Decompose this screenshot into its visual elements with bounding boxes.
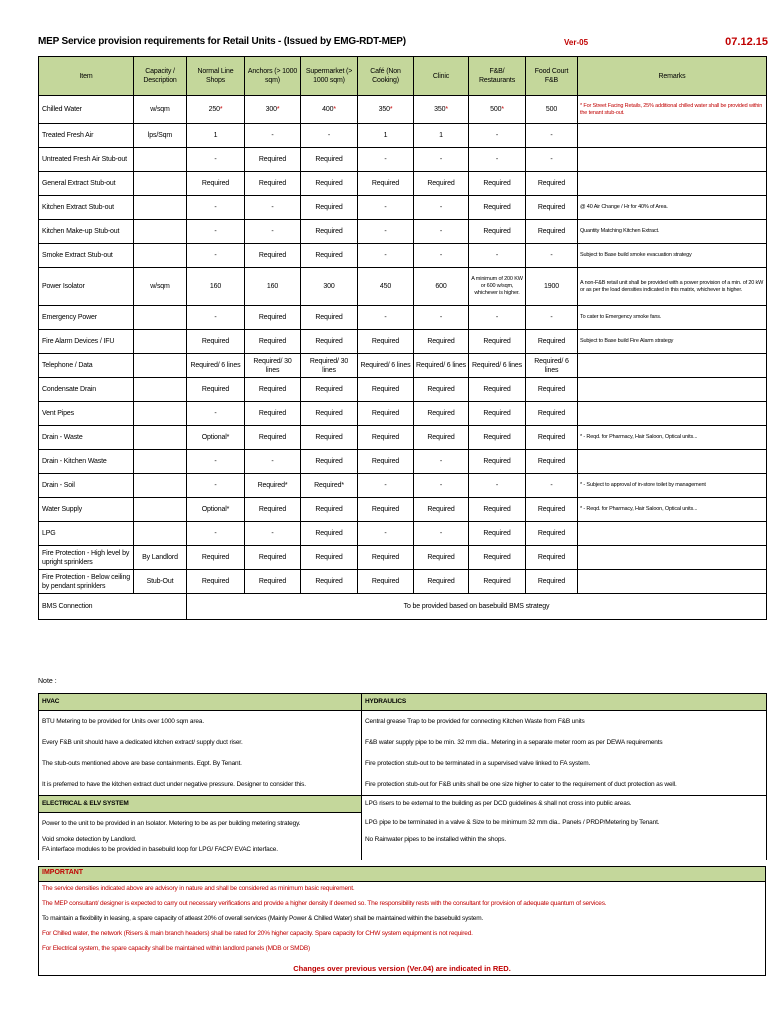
table-cell: 1900 (526, 268, 578, 306)
table-row (39, 306, 767, 330)
table-cell: w/sqm (134, 268, 187, 306)
table-cell: - (414, 220, 469, 244)
notes-table (38, 693, 767, 860)
hydraulics-note: No Rainwater pipes to be installed within the shops. (362, 834, 767, 860)
document-title: MEP Service provision requirements for Retail Units - (Issued by EMG-RDT-MEP) (38, 36, 406, 47)
table-cell: - (469, 148, 526, 172)
table-cell: - (187, 474, 245, 498)
table-cell: Required (414, 402, 469, 426)
row-remark: To cater to Emergency smoke fans. (578, 306, 767, 330)
col-header: Food Court F&B (526, 57, 578, 96)
table-cell: Required (301, 172, 358, 196)
table-cell: lps/Sqm (134, 124, 187, 148)
table-row (39, 426, 767, 450)
important-note: The service densities indicated above are advisory in nature and shall be considered as minimum basic requirement. (42, 885, 355, 892)
row-item-label: Smoke Extract Stub-out (39, 244, 134, 268)
table-row (39, 522, 767, 546)
table-row (39, 148, 767, 172)
version-label: Ver-05 (564, 38, 589, 47)
table-cell: 600 (414, 268, 469, 306)
table-cell: Required/ 6 lines (358, 354, 414, 378)
row-item-label: Untreated Fresh Air Stub-out (39, 148, 134, 172)
important-note: To maintain a flexibility in leasing, a spare capacity of atleast 20% of overall services (Mainly Power & Chilled Water) shall be maintained within the basebuild system. (42, 915, 484, 922)
table-cell: 1 (358, 124, 414, 148)
table-cell: Required (526, 220, 578, 244)
table-cell: - (187, 402, 245, 426)
table-cell: Required (245, 172, 301, 196)
table-cell: - (358, 196, 414, 220)
row-item-label: Power Isolator (39, 268, 134, 306)
table-header-row (39, 57, 767, 96)
table-cell: - (414, 306, 469, 330)
table-cell: - (245, 450, 301, 474)
table-cell: Required (469, 498, 526, 522)
table-cell: Required (469, 426, 526, 450)
table-cell: - (469, 306, 526, 330)
table-cell (134, 378, 187, 402)
table-row (39, 570, 767, 594)
table-cell: - (526, 124, 578, 148)
table-cell: 300* (245, 96, 301, 124)
table-cell (134, 522, 187, 546)
table-cell: Required* (301, 474, 358, 498)
hvac-note: The stub-outs mentioned above are base containments. Eqpt. By Tenant. (39, 753, 362, 774)
table-cell: Required (526, 330, 578, 354)
table-cell: 1 (187, 124, 245, 148)
table-cell: - (245, 522, 301, 546)
table-cell: Required (414, 378, 469, 402)
row-item-label: Telephone / Data (39, 354, 134, 378)
table-row (39, 268, 767, 306)
table-cell: Required (526, 570, 578, 594)
hydraulics-note: Fire protection stub-out for F&B units shall be one size higher to cater to the requirement of duct protection as well. (362, 774, 767, 796)
table-cell (134, 196, 187, 220)
table-cell: Required (301, 522, 358, 546)
table-cell: Required (245, 426, 301, 450)
table-cell: - (414, 522, 469, 546)
electrical-note (39, 834, 362, 860)
hydraulics-note: Fire protection stub-out to be terminated in a supervised valve linked to FA system. (362, 753, 767, 774)
table-cell: Required (526, 378, 578, 402)
table-cell: Required (187, 172, 245, 196)
asterisk-mark: * (219, 106, 223, 113)
table-cell: - (526, 148, 578, 172)
version-change-note: Changes over previous version (Ver.04) are indicated in RED. (293, 964, 511, 973)
table-cell: Required (187, 546, 245, 570)
table-row (39, 354, 767, 378)
table-cell: Required (301, 378, 358, 402)
table-cell: Required (414, 330, 469, 354)
row-remark (578, 172, 767, 196)
asterisk-mark: * (389, 106, 393, 113)
row-item-label: Drain - Kitchen Waste (39, 450, 134, 474)
table-cell: Required (526, 498, 578, 522)
col-header: Item (39, 57, 134, 96)
table-cell: Required/ 6 lines (187, 354, 245, 378)
requirements-table (38, 56, 767, 620)
row-remark (578, 402, 767, 426)
important-box (38, 866, 766, 976)
table-cell (134, 450, 187, 474)
important-heading: IMPORTANT (39, 867, 765, 882)
row-item-label: Emergency Power (39, 306, 134, 330)
table-cell: - (414, 196, 469, 220)
row-item-label: Fire Protection - Below ceiling by pendant sprinklers (39, 570, 134, 594)
table-cell: Required (301, 402, 358, 426)
important-note: For Electrical system, the spare capacity shall be maintained within landlord panels (MDB or SMDB) (42, 945, 310, 952)
row-remark (578, 450, 767, 474)
table-cell (134, 220, 187, 244)
document-header (38, 36, 768, 54)
table-cell: Required (526, 522, 578, 546)
col-header: Anchors (> 1000 sqm) (245, 57, 301, 96)
table-row (39, 402, 767, 426)
row-remark: * - Subject to approval of in-store toilet by management (578, 474, 767, 498)
table-cell: Required (245, 498, 301, 522)
row-item-label: Kitchen Extract Stub-out (39, 196, 134, 220)
table-cell: - (414, 450, 469, 474)
table-cell: - (187, 244, 245, 268)
table-cell: Required (301, 196, 358, 220)
table-cell: - (187, 148, 245, 172)
table-cell: Required (301, 220, 358, 244)
table-cell: - (526, 244, 578, 268)
row-item-label: Water Supply (39, 498, 134, 522)
table-cell: Required (245, 148, 301, 172)
table-cell: - (358, 306, 414, 330)
table-cell: Required (187, 570, 245, 594)
table-cell: 350* (414, 96, 469, 124)
table-cell: 300 (301, 268, 358, 306)
table-cell: Required (414, 426, 469, 450)
table-cell: Required (469, 378, 526, 402)
table-cell (134, 354, 187, 378)
table-cell: Required (469, 172, 526, 196)
row-remark (578, 570, 767, 594)
table-row-bms (39, 594, 767, 620)
row-remark: Quantity Matching Kitchen Extract. (578, 220, 767, 244)
table-row (39, 330, 767, 354)
table-cell: Required (187, 378, 245, 402)
table-cell: Required (526, 546, 578, 570)
table-cell: Required (414, 570, 469, 594)
table-row (39, 546, 767, 570)
row-item-label: Drain - Soil (39, 474, 134, 498)
row-remark (578, 546, 767, 570)
table-cell: - (245, 220, 301, 244)
table-cell: Required (245, 402, 301, 426)
row-remark: * For Street Facing Retails, 25% additional chilled water shall be provided within the tenant stub-out. (578, 96, 767, 124)
table-cell: - (301, 124, 358, 148)
table-cell: Required (469, 196, 526, 220)
table-cell (134, 172, 187, 196)
table-cell: Required (414, 498, 469, 522)
row-remark: A non-F&B retail unit shall be provided with a power provision of a min. of 20 kW or as per the load densities indicated in this matrix, whichever is higher. (578, 268, 767, 306)
table-cell: Required/ 30 lines (301, 354, 358, 378)
table-cell: Required (469, 450, 526, 474)
electrical-note-line: FA interface modules to be provided in basebuild loop for LPG/ FACP/ EVAC interface. (42, 846, 278, 853)
table-cell: - (358, 522, 414, 546)
electrical-heading: ELECTRICAL & ELV SYSTEM (39, 796, 362, 813)
table-cell: - (358, 148, 414, 172)
table-cell: A minimum of 200 KW or 600 w/sqm, whichever is higher. (469, 268, 526, 306)
table-cell: - (469, 124, 526, 148)
table-row (39, 172, 767, 196)
table-cell (134, 498, 187, 522)
row-item-label: Fire Alarm Devices / IFU (39, 330, 134, 354)
col-header: Normal Line Shops (187, 57, 245, 96)
row-item-label: Treated Fresh Air (39, 124, 134, 148)
table-cell: 450 (358, 268, 414, 306)
table-cell: Required (301, 426, 358, 450)
row-remark (578, 124, 767, 148)
table-cell: 400* (301, 96, 358, 124)
hvac-note: BTU Metering to be provided for Units over 1000 sqm area. (39, 711, 362, 733)
table-cell: By Landlord (134, 546, 187, 570)
table-cell: Required (469, 220, 526, 244)
table-cell: Required (469, 522, 526, 546)
hydraulics-note: Central grease Trap to be provided for connecting Kitchen Waste from F&B units (362, 711, 767, 733)
table-cell: Optional* (187, 498, 245, 522)
table-cell: Required (301, 330, 358, 354)
table-cell: Required (245, 244, 301, 268)
table-cell: Required (358, 172, 414, 196)
table-cell: Required (245, 546, 301, 570)
table-cell: 160 (187, 268, 245, 306)
table-cell: 500 (526, 96, 578, 124)
table-cell: Required (469, 546, 526, 570)
col-header: Clinic (414, 57, 469, 96)
table-cell (134, 244, 187, 268)
asterisk-mark: * (445, 106, 448, 113)
hvac-note: Every F&B unit should have a dedicated kitchen extract/ supply duct riser. (39, 732, 362, 753)
table-row (39, 378, 767, 402)
table-cell: Required (301, 306, 358, 330)
col-header: Supermarket (> 1000 sqm) (301, 57, 358, 96)
asterisk-mark: * (276, 106, 280, 113)
table-cell: - (187, 306, 245, 330)
row-item-label: Drain - Waste (39, 426, 134, 450)
table-cell: Required (526, 426, 578, 450)
hydraulics-note: LPG pipe to be terminated in a valve & Size to be minimum 32 mm dia.. Panels / PRDP/Metering by Tenant. (362, 813, 767, 835)
table-cell (134, 330, 187, 354)
table-row (39, 220, 767, 244)
row-remark: Subject to Base build smoke evacuation strategy (578, 244, 767, 268)
row-item-label: Condensate Drain (39, 378, 134, 402)
table-cell: Required (358, 450, 414, 474)
table-cell: - (358, 220, 414, 244)
table-cell: Required (301, 244, 358, 268)
table-cell: Required (358, 546, 414, 570)
table-cell: 1 (414, 124, 469, 148)
table-cell: - (414, 148, 469, 172)
table-cell: Required/ 6 lines (526, 354, 578, 378)
important-note: For Chilled water, the network (Risers & main branch headers) shall be rated for 20% higher capacity. Spare capacity for CHW system equipment is not required. (42, 930, 473, 937)
row-remark (578, 148, 767, 172)
issue-date: 07.12.15 (725, 36, 768, 48)
table-cell: Required (301, 450, 358, 474)
row-item-label: Fire Protection - High level by upright sprinklers (39, 546, 134, 570)
table-row (39, 196, 767, 220)
table-cell: Required (245, 330, 301, 354)
table-cell: Required (358, 402, 414, 426)
col-header: Café (Non Cooking) (358, 57, 414, 96)
table-cell: Required (358, 426, 414, 450)
table-row (39, 450, 767, 474)
table-row (39, 96, 767, 124)
table-cell: - (414, 244, 469, 268)
row-remark (578, 522, 767, 546)
table-cell: Required (358, 498, 414, 522)
table-cell: Required (469, 402, 526, 426)
table-cell: Required (358, 570, 414, 594)
col-header: F&B/ Restaurants (469, 57, 526, 96)
row-remark: * - Reqd. for Pharmacy, Hair Saloon, Optical units... (578, 426, 767, 450)
table-cell: Required/ 6 lines (469, 354, 526, 378)
table-cell: - (414, 474, 469, 498)
table-cell: Required (245, 570, 301, 594)
row-item-label: BMS Connection (39, 594, 187, 620)
table-row (39, 124, 767, 148)
table-cell (134, 402, 187, 426)
row-item-label: Kitchen Make-up Stub-out (39, 220, 134, 244)
table-cell: Required/ 6 lines (414, 354, 469, 378)
table-cell: Required (526, 402, 578, 426)
table-cell: Optional* (187, 426, 245, 450)
note-label: Note : (38, 678, 57, 685)
table-cell: Required (469, 570, 526, 594)
table-cell (134, 426, 187, 450)
table-cell: - (358, 244, 414, 268)
table-cell: - (526, 306, 578, 330)
row-remark: * - Reqd. for Pharmacy, Hair Saloon, Optical units... (578, 498, 767, 522)
table-cell: Required (301, 546, 358, 570)
table-cell: Required (526, 196, 578, 220)
table-cell: 350* (358, 96, 414, 124)
col-header: Capacity / Description (134, 57, 187, 96)
table-cell: Required (414, 172, 469, 196)
table-cell: - (245, 124, 301, 148)
table-cell: 250* (187, 96, 245, 124)
table-cell: - (526, 474, 578, 498)
row-item-label: Vent Pipes (39, 402, 134, 426)
table-cell: - (187, 220, 245, 244)
table-cell: Required (358, 330, 414, 354)
row-remark: Subject to Base build Fire Alarm strategy (578, 330, 767, 354)
table-cell: Required* (245, 474, 301, 498)
important-note: The MEP consultant/ designer is expected to carry out necessary verifications and provide a higher density if deemed so. The responsibility rests with the consultant for provision of adequate quantum of services. (42, 900, 607, 907)
asterisk-mark: * (333, 106, 336, 113)
table-row (39, 498, 767, 522)
hvac-note: It is preferred to have the kitchen extract duct under negative pressure. Designer to consider this. (39, 774, 362, 796)
table-cell: Required (187, 330, 245, 354)
electrical-note: Power to the unit to be provided in an Isolator. Metering to be as per building metering strategy. (39, 813, 362, 835)
col-header: Remarks (578, 57, 767, 96)
table-row (39, 474, 767, 498)
table-cell: Required (301, 498, 358, 522)
table-cell (134, 306, 187, 330)
table-cell (134, 474, 187, 498)
hydraulics-note: LPG risers to be external to the building as per DCD guidelines & shall not cross into public areas. (362, 796, 767, 813)
row-item-label: LPG (39, 522, 134, 546)
table-cell: Required (245, 306, 301, 330)
table-cell: - (358, 474, 414, 498)
row-remark (578, 378, 767, 402)
table-cell: Required (245, 378, 301, 402)
hydraulics-note: F&B water supply pipe to be min. 32 mm dia.. Metering in a separate meter room as per DEWA requirements (362, 732, 767, 753)
table-cell: - (187, 450, 245, 474)
table-cell: 160 (245, 268, 301, 306)
hydraulics-heading: HYDRAULICS (362, 694, 767, 711)
table-cell: Required (526, 450, 578, 474)
table-cell: - (187, 196, 245, 220)
row-remark (578, 354, 767, 378)
table-cell (134, 148, 187, 172)
asterisk-mark: * (501, 106, 504, 113)
hvac-heading: HVAC (39, 694, 362, 711)
table-cell: Required (358, 378, 414, 402)
bms-strategy-cell: To be provided based on basebuild BMS strategy (187, 594, 767, 620)
table-cell: Stub-Out (134, 570, 187, 594)
table-cell: - (469, 244, 526, 268)
table-cell: Required/ 30 lines (245, 354, 301, 378)
table-cell: - (469, 474, 526, 498)
table-cell: Required (526, 172, 578, 196)
table-cell: Required (469, 330, 526, 354)
electrical-note-line: Void smoke detection by Landlord. (42, 836, 137, 843)
table-cell: Required (301, 148, 358, 172)
row-remark: @ 40 Air Change / Hr for 40% of Area. (578, 196, 767, 220)
table-cell: Required (414, 546, 469, 570)
table-cell: - (245, 196, 301, 220)
row-item-label: General Extract Stub-out (39, 172, 134, 196)
table-cell: 500* (469, 96, 526, 124)
table-cell: - (187, 522, 245, 546)
table-cell: Required (301, 570, 358, 594)
table-row (39, 244, 767, 268)
row-item-label: Chilled Water (39, 96, 134, 124)
table-cell: w/sqm (134, 96, 187, 124)
